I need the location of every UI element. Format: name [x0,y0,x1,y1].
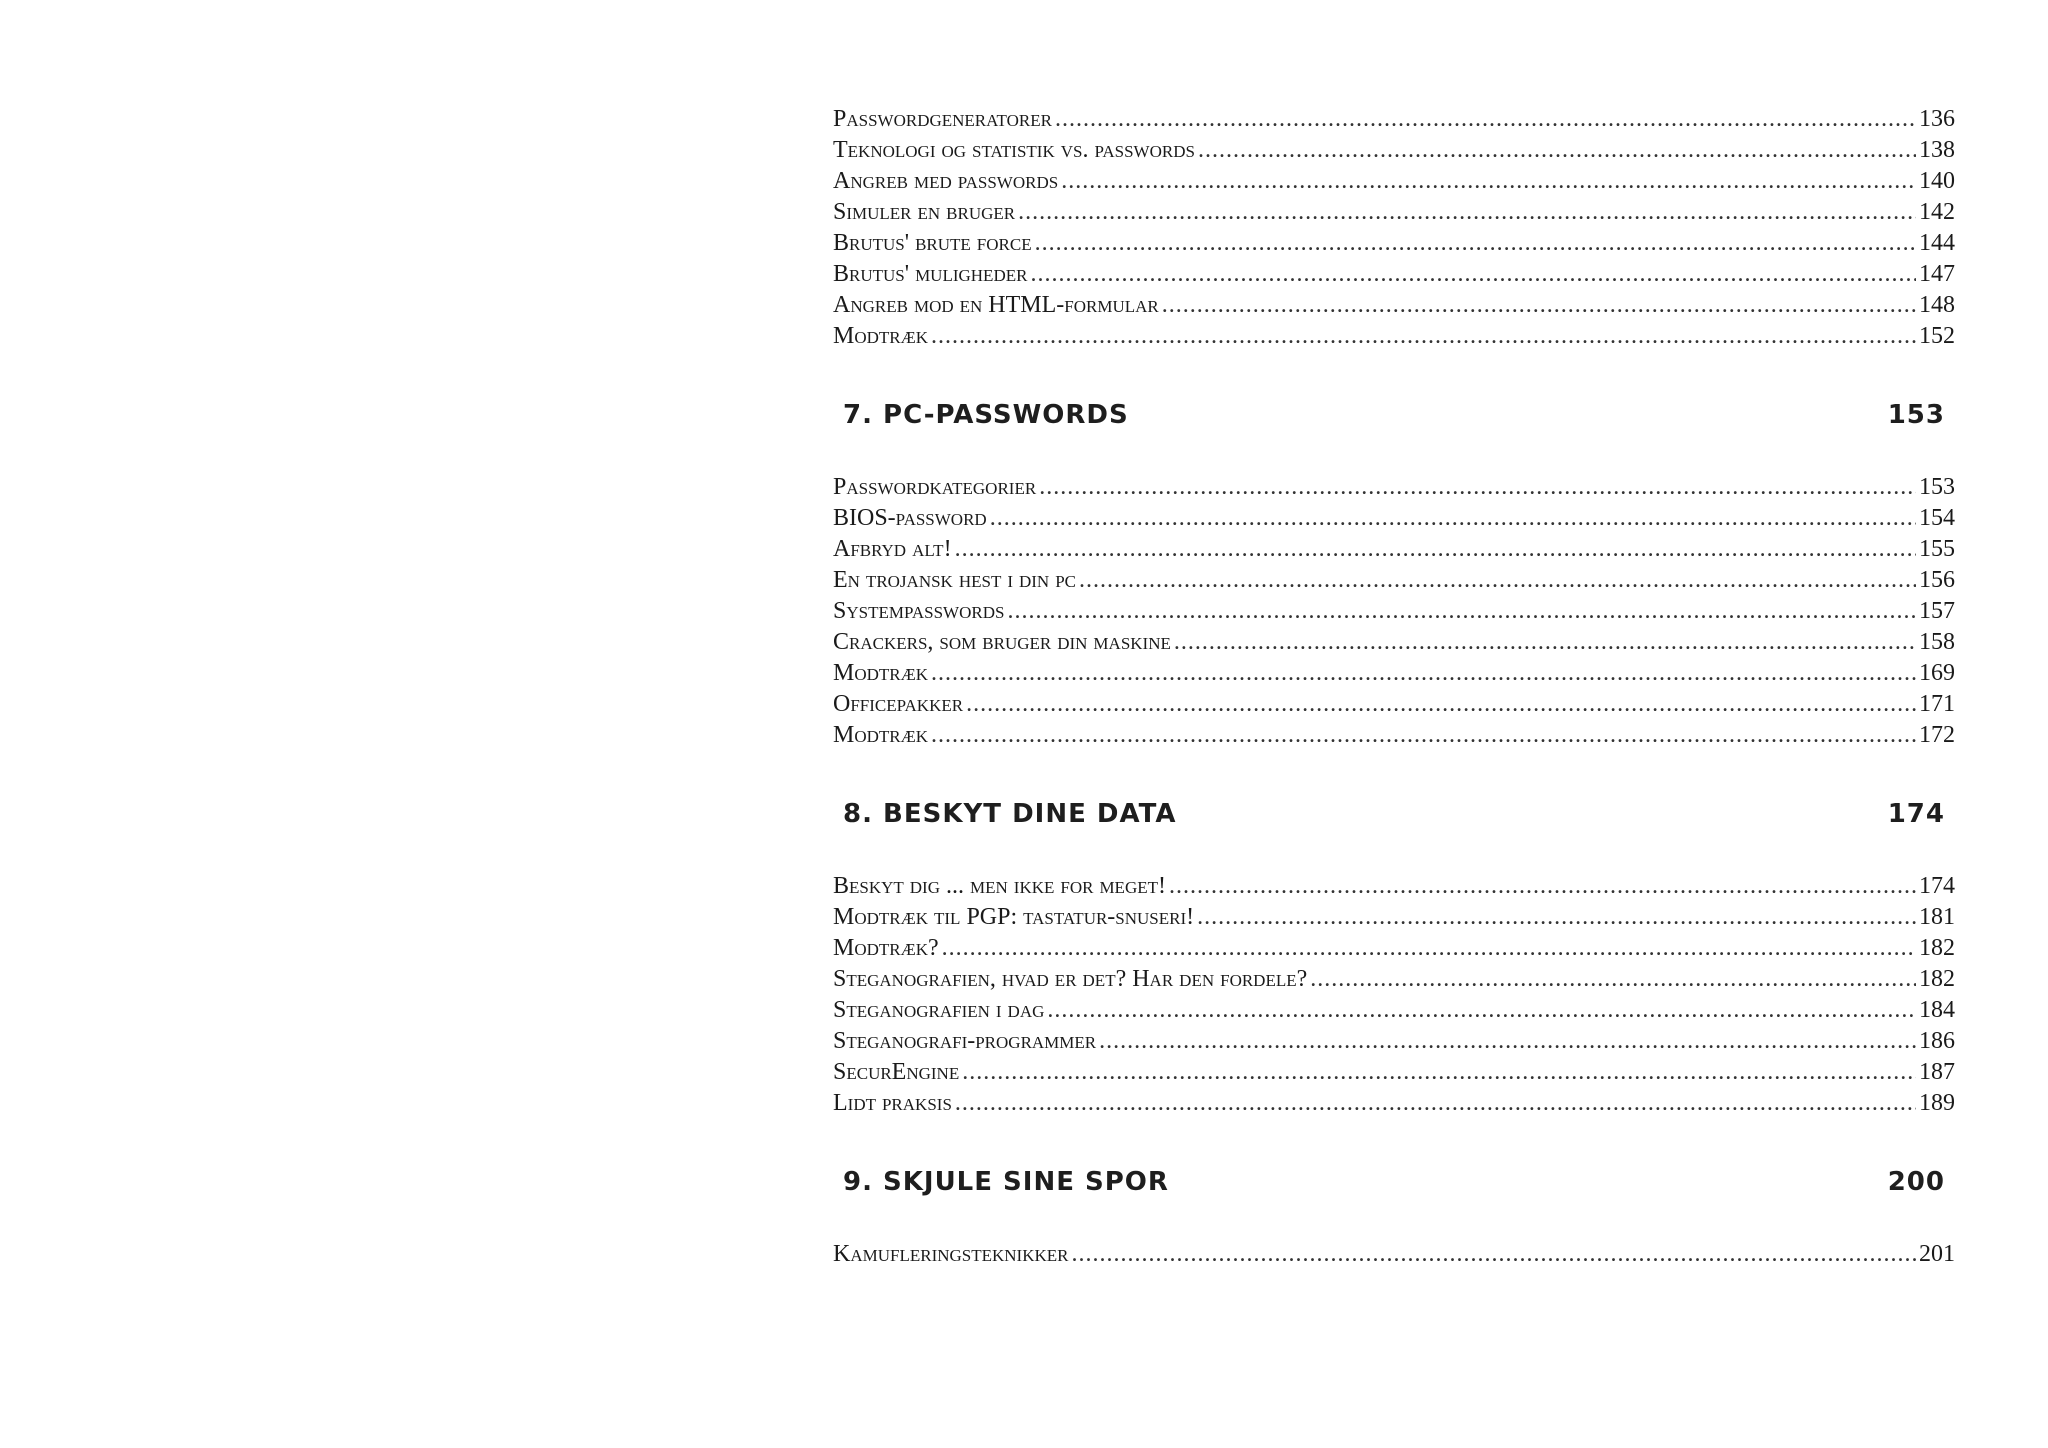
toc-entry-page-number: 152 [1919,323,1955,349]
toc-entry-page-number: 187 [1919,1059,1955,1085]
toc-entry [833,658,1955,689]
toc-entry-title: Passwordkategorier [833,474,1037,500]
dot-leader [955,1088,1916,1119]
toc-entry [833,1239,1955,1270]
toc-entry-page-number: 148 [1919,292,1955,318]
chapter-title: 7. PC-PASSWORDS [843,400,1129,430]
toc-entry-title: Officepakker [833,691,964,717]
toc-entry-title: Modtræk [833,722,929,748]
toc-entry [833,871,1955,902]
toc-entry-page-number: 138 [1919,137,1955,163]
toc-entry-page-number: 184 [1919,997,1955,1023]
toc-entry-page-number: 142 [1919,199,1955,225]
toc-entry-page-number: 155 [1919,536,1955,562]
chapter-title: 9. SKJULE SINE SPOR [843,1167,1169,1197]
toc-entry [833,995,1955,1026]
dot-leader [1169,871,1916,902]
toc-entry [833,596,1955,627]
toc-entry-title: Steganografien, hvad er det? Har den fordele? [833,966,1308,992]
toc-entry-page-number: 144 [1919,230,1955,256]
toc-entry-title: En trojansk hest i din pc [833,567,1077,593]
toc-entry-title: Steganografi-programmer [833,1028,1097,1054]
toc-entry-title: SecurEngine [833,1059,960,1085]
dot-leader [1099,1026,1916,1057]
toc-entry-title: Beskyt dig ... men ikke for meget! [833,873,1166,899]
toc-entry [833,290,1955,321]
dot-leader [990,503,1916,534]
toc-entry-page-number: 157 [1919,598,1955,624]
toc-entry-page-number: 186 [1919,1028,1955,1054]
toc-entry-page-number: 171 [1919,691,1955,717]
chapter-page-number: 174 [1887,799,1945,829]
chapter-heading [833,400,1955,430]
toc-entry-title: Modtræk [833,323,929,349]
dot-leader [931,658,1916,689]
dot-leader [1055,104,1916,135]
toc-entry [833,689,1955,720]
toc-entry-title: Afbryd alt! [833,536,952,562]
dot-leader [1061,166,1916,197]
toc-entry-title: Modtræk? [833,935,939,961]
dot-leader [1162,290,1916,321]
toc-entry-page-number: 156 [1919,567,1955,593]
toc-entry [833,259,1955,290]
dot-leader [1197,902,1916,933]
toc-entry-title: Teknologi og statistik vs. passwords [833,137,1195,163]
toc-entry-title: Crackers, som bruger din maskine [833,629,1171,655]
toc-entry-page-number: 172 [1919,722,1955,748]
dot-leader [1039,472,1916,503]
dot-leader [1174,627,1916,658]
toc-entry-page-number: 136 [1919,106,1955,132]
toc-entry [833,321,1955,352]
toc-entry-title: Systempasswords [833,598,1005,624]
chapter-page-number: 153 [1887,400,1945,430]
toc-entry-page-number: 201 [1919,1241,1955,1267]
toc-entry-page-number: 182 [1919,935,1955,961]
toc-entry [833,933,1955,964]
toc-entry-title: Simuler en bruger [833,199,1016,225]
toc-entry-page-number: 158 [1919,629,1955,655]
toc-entry [833,503,1955,534]
toc-entry-title: Passwordgeneratorer [833,106,1052,132]
toc-entry [833,720,1955,751]
chapter-heading [833,799,1955,829]
dot-leader [1072,1239,1917,1270]
dot-leader [1018,197,1916,228]
toc-entry-page-number: 174 [1919,873,1955,899]
toc-entry-page-number: 189 [1919,1090,1955,1116]
dot-leader [942,933,1916,964]
toc-entry-page-number: 147 [1919,261,1955,287]
dot-leader [1030,259,1916,290]
toc-entry-title: Angreb mod en HTML-formular [833,292,1159,318]
toc-entry [833,627,1955,658]
toc-entry-title: Lidt praksis [833,1090,952,1116]
toc-entry-title: Modtræk til PGP: tastatur-snuseri! [833,904,1195,930]
toc-entry [833,902,1955,933]
dot-leader [931,720,1916,751]
toc-entry [833,1088,1955,1119]
toc-entry-title: Kamufleringsteknikker [833,1241,1069,1267]
toc-entry [833,197,1955,228]
dot-leader [966,689,1916,720]
toc-entry [833,964,1955,995]
toc-entry [833,1057,1955,1088]
toc-entry-title: Angreb med passwords [833,168,1059,194]
dot-leader [1079,565,1916,596]
toc-entry-page-number: 154 [1919,505,1955,531]
toc-entry [833,534,1955,565]
toc-entry [833,472,1955,503]
dot-leader [1047,995,1916,1026]
toc-entry [833,135,1955,166]
chapter-title: 8. BESKYT DINE DATA [843,799,1177,829]
toc-entry-title: BIOS-password [833,505,987,531]
chapter-page-number: 200 [1887,1167,1945,1197]
toc-entry [833,1026,1955,1057]
toc-entry-title: Steganografien i dag [833,997,1045,1023]
toc-entry [833,565,1955,596]
toc-entry-title: Brutus' muligheder [833,261,1028,287]
dot-leader [1007,596,1916,627]
dot-leader [931,321,1916,352]
dot-leader [1035,228,1916,259]
toc-entry [833,104,1955,135]
toc-entry-title: Brutus' brute force [833,230,1032,256]
dot-leader [1198,135,1916,166]
toc-entry [833,166,1955,197]
toc-entry-page-number: 182 [1919,966,1955,992]
toc-entry-title: Modtræk [833,660,929,686]
toc-entry-page-number: 153 [1919,474,1955,500]
toc-entry-page-number: 140 [1919,168,1955,194]
dot-leader [1310,964,1916,995]
dot-leader [962,1057,1916,1088]
toc-entry-page-number: 169 [1919,660,1955,686]
table-of-contents [833,104,1955,1270]
chapter-heading [833,1167,1955,1197]
toc-entry [833,228,1955,259]
toc-entry-page-number: 181 [1919,904,1955,930]
dot-leader [955,534,1916,565]
